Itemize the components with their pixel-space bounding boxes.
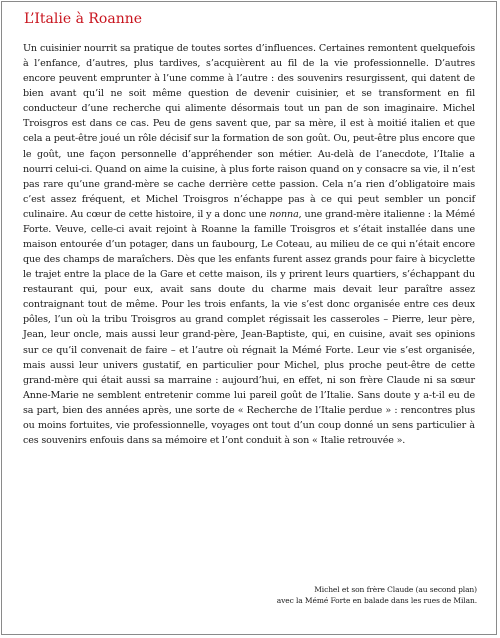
body-text-part2: , une grand-mère italienne : la Mémé Forte. Veuve, celle-ci avait rejoint à Roanne la famille Troisgros et s’était installée dans une maison entourée d’un potager, dans un faubourg, Le Coteau, au milieu de ce qui n’était encore que des champs de maraîchers. Dès que les enfants furent assez grands pour faire à bicyclette le trajet entre la place de la Gare et cette maison, ils y prirent leurs quartiers, s’échappant du restaurant qui, pour eux, avait sans doute du charme mais devait leur paraître assez contraignant tout de même. Pour les trois enfants, la vie s’est donc organisée entre ces deux pôles, l’un où la tribu Troisgros au grand complet régissait les casseroles – Pierre, leur père, Jean, leur oncle, mais aussi leur grand-père, Jean-Baptiste, qui, en cuisine, avait ses opinions sur ce qu’il convenait de faire – et l’autre où régnait la Mémé Forte. Leur vie s’est organisée, mais aussi leur univers gustatif, en particulier pour Michel, plus proche peut-être de cette grand-mère qui était aussi sa marraine : aujourd’hui, en effet, ni son frère Claude ni sa sœur Anne-Marie ne semblent entretenir comme lui pareil goût de l’Italie. Sans doute y a-t-il eu de sa part, bien des années après, une sorte de « Recherche de l’Italie perdue » : rencontres plus ou moins fortuites, vie professionnelle, voyages ont tout d’un coup donné un sens particulier à ces souvenirs enfouis dans sa mémoire et l’ont conduit à son « Italie retrouvée ». <box>23 208 475 447</box>
caption-line-2: avec la Mémé Forte en balade dans les rues de Milan. <box>276 596 477 605</box>
caption-line-1: Michel et son frère Claude (au second plan) <box>314 585 477 594</box>
photo-caption <box>277 584 477 606</box>
body-text-part1: Un cuisinier nourrit sa pratique de toutes sortes d’influences. Certaines remontent quelquefois à l’enfance, d’autres, plus tardives, s’acquièrent au fil de la vie professionnelle. D’autres encore peuvent emprunter à l’une comme à l’autre : des souvenirs resurgissent, qui datent de bien avant qu’il ne soit même question de devenir cuisinier, et se transforment en fil conducteur d’une recherche qui alimente désormais tout un pan de son imaginaire. Michel Troisgros est dans ce cas. Peu de gens savent que, par sa mère, il est à moitié italien et que cela a peut-être joué un rôle décisif sur la formation de son goût. Ou, peut-être plus encore que le goût, une façon personnelle d’appréhender son métier. Au-delà de l’anecdote, l’Italie a nourri celui-ci. Quand on aime la cuisine, à plus forte raison quand on y consacre sa vie, il n’est pas rare qu’une grand-mère se cache derrière cette passion. Cela n’a rien d’obligatoire mais c’est assez fréquent, et Michel Troisgros n’échappe pas à ce qui peut sembler un poncif culinaire. Au cœur de cette histoire, il y a donc une <box>23 43 475 220</box>
body-paragraph <box>23 41 475 448</box>
body-text-emphasis: nonna <box>269 208 299 220</box>
page-title: L’Italie à Roanne <box>24 11 143 27</box>
